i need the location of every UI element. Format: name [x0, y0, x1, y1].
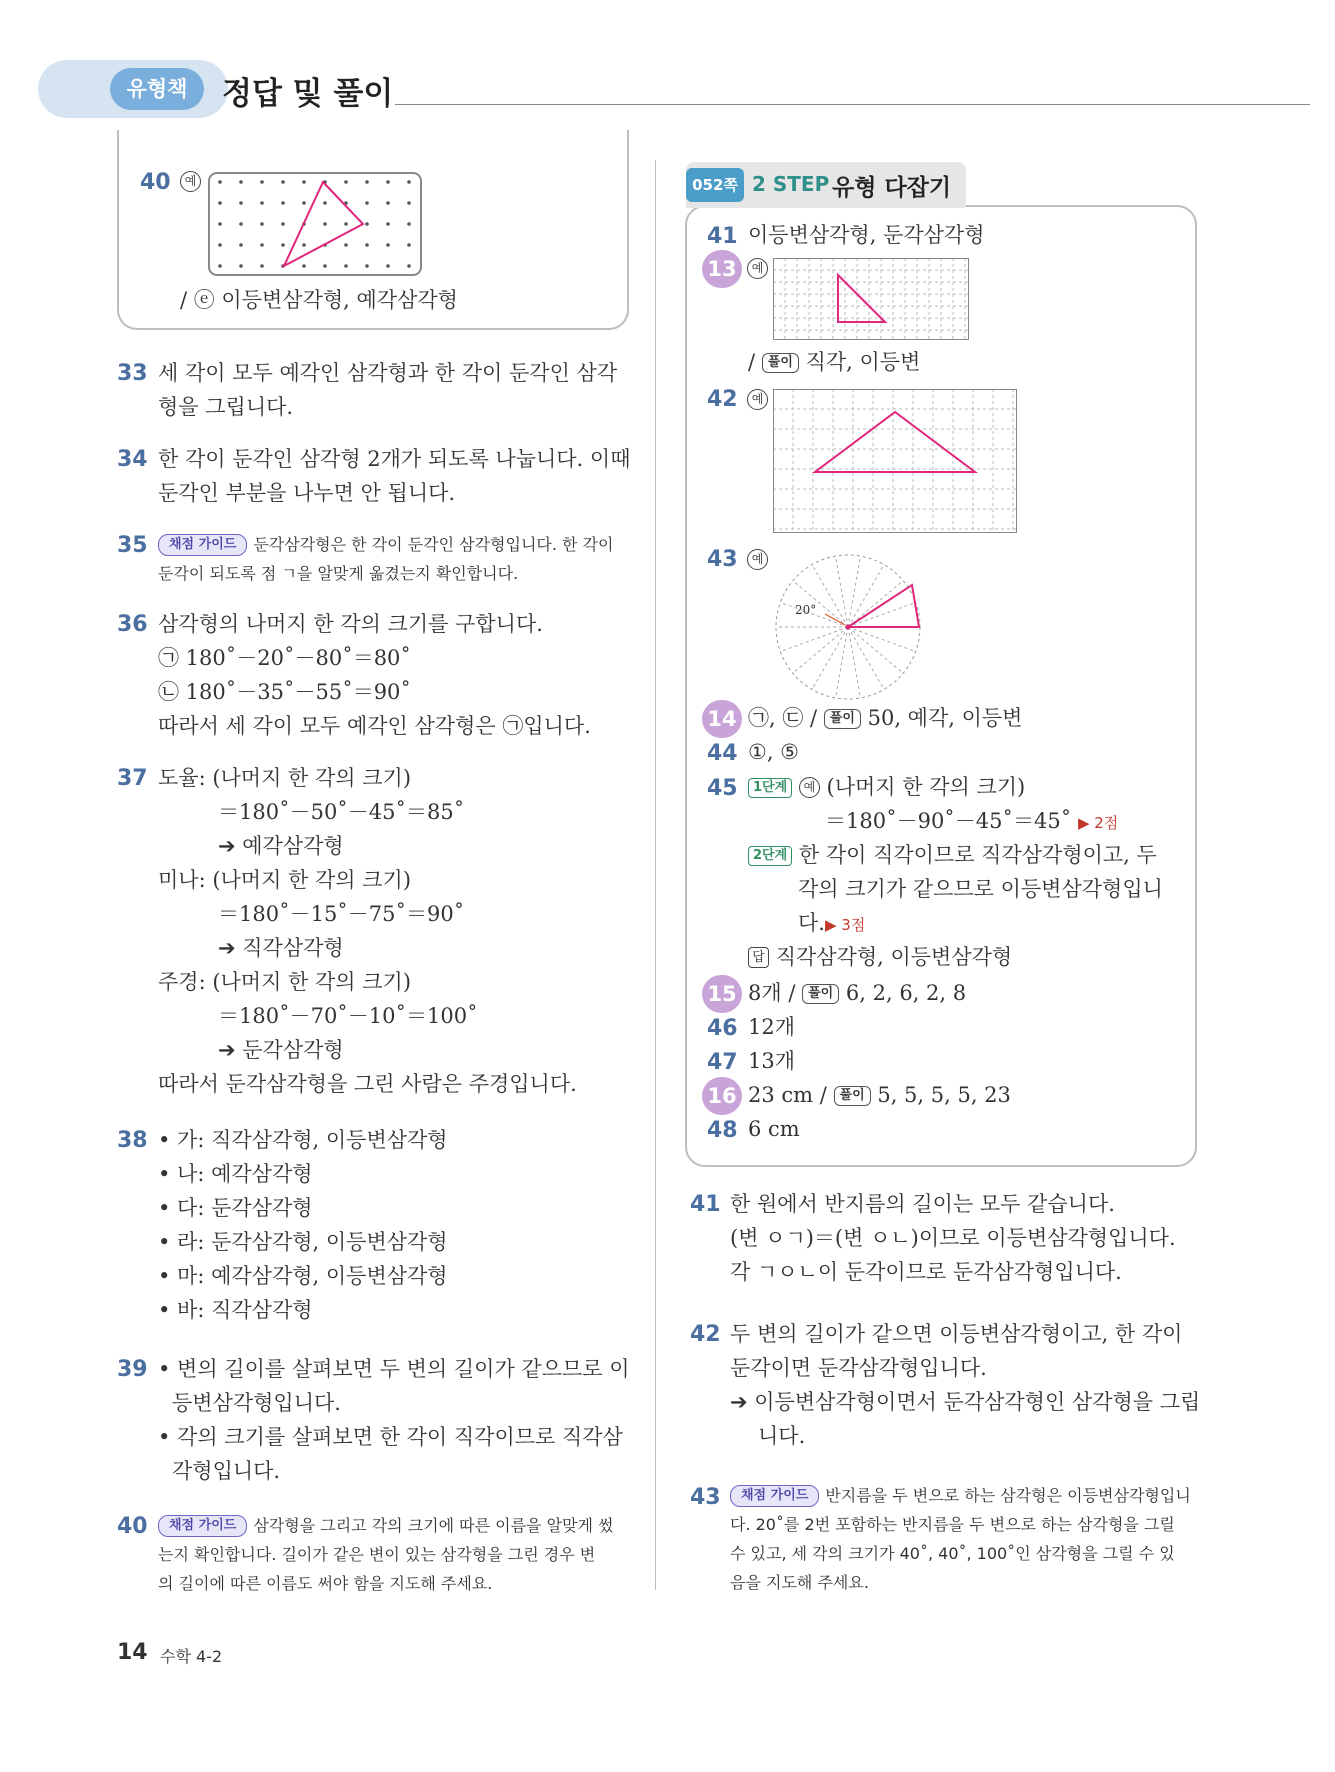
grid-dot: [407, 201, 411, 205]
answer-text: 5, 5, 5, 5, 23: [877, 1083, 1011, 1107]
page-number: 14: [117, 1640, 148, 1665]
solution-line: • 다: 둔각삼각형: [158, 1196, 313, 1220]
solution-line: ㉡ 180˚－35˚－55˚＝90˚: [158, 680, 411, 704]
grid-dot: [365, 243, 369, 247]
solution-line: 각의 크기가 같으므로 이등변삼각형입니: [798, 877, 1163, 901]
example-mark: 예: [180, 171, 201, 192]
question-number: 33: [117, 361, 148, 386]
review-badge: 13: [702, 250, 742, 288]
grid-dot: [386, 222, 390, 226]
grid-dot: [239, 201, 243, 205]
grid-dot: [218, 201, 222, 205]
grid-dot: [365, 222, 369, 226]
guide-line: 는지 확인합니다. 길이가 같은 변이 있는 삼각형을 그린 경우 변: [158, 1545, 596, 1564]
question-number: 38: [117, 1128, 148, 1153]
question-number: 35: [117, 533, 148, 558]
question-number: 45: [707, 776, 738, 801]
grid-dot: [407, 180, 411, 184]
header-badge: 유형책: [110, 68, 204, 110]
answer-text: 23 cm /: [748, 1083, 827, 1107]
solution-line: 다.: [798, 911, 825, 935]
grid-dot: [407, 264, 411, 268]
question-number: 41: [690, 1192, 721, 1217]
grid-dot: [260, 222, 264, 226]
answer-text: 이등변삼각형, 둔각삼각형: [748, 223, 985, 247]
step-tag: 1단계: [748, 778, 792, 798]
grid-dot: [281, 180, 285, 184]
question-number: 39: [117, 1357, 148, 1382]
grid-dot: [239, 180, 243, 184]
grid-dot: [260, 180, 264, 184]
grading-guide-tag: 채점 가이드: [158, 534, 247, 556]
guide-line: 수 있고, 세 각의 크기가 40˚, 40˚, 100˚인 삼각형을 그릴 수 있: [730, 1544, 1175, 1563]
review-badge: 15: [702, 975, 742, 1013]
solution-line: 도율: (나머지 한 각의 크기): [158, 766, 412, 790]
guide-line: 음을 지도해 주세요.: [730, 1573, 869, 1592]
solution-line: • 가: 직각삼각형, 이등변삼각형: [158, 1128, 448, 1152]
guide-line: 둔각이 되도록 점 ㄱ을 알맞게 옮겼는지 확인합니다.: [158, 564, 519, 583]
grid-dot: [260, 264, 264, 268]
radius-line: [848, 581, 903, 627]
guide-line: 의 길이에 따른 이름도 써야 함을 지도해 주세요.: [158, 1574, 493, 1593]
question-number: 47: [707, 1050, 738, 1075]
solution-line: ➔ 이등변삼각형이면서 둔각삼각형인 삼각형을 그립: [730, 1390, 1201, 1414]
grid-dot: [323, 201, 327, 205]
solution-line: 두 변의 길이가 같으면 이등변삼각형이고, 한 각이: [730, 1322, 1183, 1346]
solution-line: ➔ 예각삼각형: [218, 834, 344, 858]
grading-guide-tag: 채점 가이드: [158, 1515, 247, 1537]
radius-line: [848, 627, 916, 652]
solution-line: • 바: 직각삼각형: [158, 1298, 313, 1322]
grid-dot: [281, 201, 285, 205]
slash: /: [748, 350, 762, 374]
page-ref-tag: 052쪽: [686, 168, 744, 202]
solution-line: 주경: (나머지 한 각의 크기): [158, 970, 412, 994]
radius-line: [848, 627, 903, 673]
grid-dot: [344, 243, 348, 247]
grid-dot: [386, 180, 390, 184]
grid-dot: [239, 222, 243, 226]
solution-line: 한 각이 직각이므로 직각삼각형이고, 두: [798, 843, 1157, 867]
grid-dot: [281, 243, 285, 247]
solution-line: 한 각이 둔각인 삼각형 2개가 되도록 나눕니다. 이때: [158, 447, 631, 471]
grid-dot: [386, 243, 390, 247]
grid-dot: [365, 180, 369, 184]
guide-line: 다. 20˚를 2번 포함하는 반지름을 두 변으로 하는 삼각형을 그릴: [730, 1515, 1175, 1534]
solution-tag: 풀이: [762, 353, 799, 373]
book-name: 수학 4-2: [160, 1647, 223, 1666]
grid-dot: [323, 222, 327, 226]
solution-line: 등변삼각형입니다.: [172, 1391, 341, 1415]
grid-dot: [218, 222, 222, 226]
grid-dot: [218, 264, 222, 268]
solution-line: 따라서 둔각삼각형을 그린 사람은 주경입니다.: [158, 1072, 577, 1096]
guide-line: 삼각형을 그리고 각의 크기에 따른 이름을 알맞게 썼: [253, 1516, 614, 1535]
question-number: 40: [140, 170, 171, 195]
step-tag: 2단계: [748, 846, 792, 866]
answer-mark: 답: [748, 947, 769, 968]
grid-dot: [239, 243, 243, 247]
angle-label: 20°: [795, 603, 817, 617]
answer-text: 6, 2, 6, 2, 8: [845, 981, 967, 1005]
question-number: 42: [707, 387, 738, 412]
review-badge: 14: [702, 700, 742, 738]
grading-guide-tag: 채점 가이드: [730, 1485, 819, 1507]
solution-line: 각형입니다.: [172, 1459, 281, 1483]
solution-line: ㉠ 180˚－20˚－80˚＝80˚: [158, 646, 411, 670]
solution-line: 형을 그립니다.: [158, 395, 294, 419]
grid-dot: [407, 222, 411, 226]
solution-line: 한 원에서 반지름의 길이는 모두 같습니다.: [730, 1192, 1115, 1216]
example-mark: 예: [747, 258, 768, 279]
answer-text: 12개: [748, 1015, 796, 1039]
solution-line: ＝180˚－70˚－10˚＝100˚: [218, 1004, 478, 1028]
column-divider: [655, 160, 656, 1590]
question-number: 37: [117, 766, 148, 791]
solution-line: ＝180˚－50˚－45˚＝85˚: [218, 800, 465, 824]
question-number: 36: [117, 612, 148, 637]
solution-line: ＝180˚－90˚－45˚＝45˚: [825, 809, 1072, 833]
example-mark: 예: [799, 777, 820, 798]
grid-dot: [386, 201, 390, 205]
grid-dot: [365, 201, 369, 205]
solution-line: 따라서 세 각이 모두 예각인 삼각형은 ㉠입니다.: [158, 714, 591, 738]
answer-text: 50, 예각, 이등변: [867, 706, 1023, 730]
question-number: 42: [690, 1322, 721, 1347]
solution-line: (변 ㅇㄱ)＝(변 ㅇㄴ)이므로 이등변삼각형입니다.: [730, 1226, 1176, 1250]
radius-line: [780, 627, 848, 652]
solution-line: ＝180˚－15˚－75˚＝90˚: [218, 902, 465, 926]
question-number: 46: [707, 1016, 738, 1041]
guide-line: 둔각삼각형은 한 각이 둔각인 삼각형입니다. 한 각이: [253, 535, 614, 554]
grid-dot: [407, 243, 411, 247]
grid-dot: [302, 264, 306, 268]
solution-line: ➔ 둔각삼각형: [218, 1038, 344, 1062]
solution-tag: 풀이: [802, 984, 839, 1004]
grid-dot: [344, 222, 348, 226]
grid-dot: [218, 180, 222, 184]
grid-dot: [323, 264, 327, 268]
answer-text: ①, ⑤: [748, 740, 800, 764]
question-number: 34: [117, 447, 148, 472]
question-number: 48: [707, 1118, 738, 1143]
solution-line: 각 ㄱㅇㄴ이 둔각이므로 둔각삼각형입니다.: [730, 1260, 1122, 1284]
question-number: 43: [690, 1485, 721, 1510]
solution-line: • 각의 크기를 살펴보면 한 각이 직각이므로 직각삼: [158, 1425, 623, 1449]
grid-dot: [302, 201, 306, 205]
grid-dot: [386, 264, 390, 268]
grid-dot: [260, 201, 264, 205]
points-label: ▶ 3점: [824, 916, 866, 934]
answer-text: 직각, 이등변: [805, 350, 921, 374]
answer-text: ㉠, ㉢ /: [748, 706, 818, 730]
answer-text: 6 cm: [748, 1117, 800, 1141]
grid-dot: [344, 180, 348, 184]
grid-figure: [773, 389, 1017, 533]
box-title: 유형 다잡기: [832, 175, 952, 201]
question-number: 41: [707, 224, 738, 249]
header-rule: [395, 104, 1310, 105]
question-number: 44: [707, 741, 738, 766]
dot-grid-figure: [208, 172, 422, 276]
radius-line: [848, 602, 916, 627]
answer-text: / ⓔ 이등변삼각형, 예각삼각형: [180, 288, 458, 312]
points-label: ▶ 2점: [1077, 814, 1119, 832]
solution-line: • 라: 둔각삼각형, 이등변삼각형: [158, 1230, 448, 1254]
solution-line: 세 각이 모두 예각인 삼각형과 한 각이 둔각인 삼각: [158, 361, 618, 385]
solution-line: 둔각이면 둔각삼각형입니다.: [730, 1356, 987, 1380]
solution-line: 삼각형의 나머지 한 각의 크기를 구합니다.: [158, 612, 543, 636]
grid-figure: [773, 258, 969, 340]
grid-dot: [302, 180, 306, 184]
question-number: 40: [117, 1514, 148, 1539]
grid-dot: [281, 222, 285, 226]
grid-dot: [365, 264, 369, 268]
solution-line: 미나: (나머지 한 각의 크기): [158, 868, 412, 892]
solution-line: 니다.: [758, 1424, 806, 1448]
answer-text: 13개: [748, 1049, 796, 1073]
solution-line: (나머지 한 각의 크기): [826, 775, 1026, 799]
solution-tag: 풀이: [824, 709, 861, 729]
solution-line: • 변의 길이를 살펴보면 두 변의 길이가 같으므로 이: [158, 1357, 630, 1381]
radius-line: [793, 627, 848, 673]
grid-dot: [218, 243, 222, 247]
grid-dot: [344, 264, 348, 268]
example-mark: 예: [747, 389, 768, 410]
example-mark: 예: [747, 549, 768, 570]
solution-tag: 풀이: [834, 1086, 871, 1106]
solution-line: • 나: 예각삼각형: [158, 1162, 313, 1186]
grid-dot: [239, 264, 243, 268]
answer-text: 8개 /: [748, 981, 796, 1005]
answer-text: 직각삼각형, 이등변삼각형: [775, 945, 1013, 969]
solution-line: • 마: 예각삼각형, 이등변삼각형: [158, 1264, 448, 1288]
guide-line: 반지름을 두 변으로 하는 삼각형은 이등변삼각형입니: [825, 1486, 1191, 1505]
review-badge: 16: [702, 1077, 742, 1115]
question-number: 43: [707, 547, 738, 572]
circle-figure: [773, 552, 923, 702]
page-title: 정답 및 풀이: [222, 76, 394, 112]
solution-line: ➔ 직각삼각형: [218, 936, 344, 960]
grid-dot: [260, 243, 264, 247]
grid-dot: [302, 243, 306, 247]
solution-line: 둔각인 부분을 나누면 안 됩니다.: [158, 481, 456, 505]
step-label: 2 STEP: [752, 172, 830, 196]
